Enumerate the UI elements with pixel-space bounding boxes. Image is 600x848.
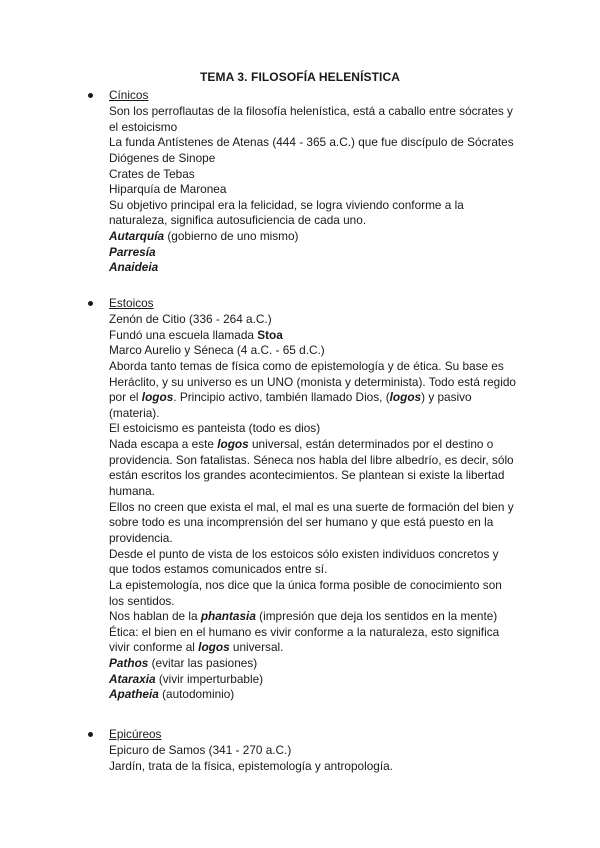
term-pathos: Pathos [109, 656, 149, 671]
text-line: Hiparquía de Maronea [109, 182, 227, 197]
section-body [109, 743, 539, 774]
bullet-icon [88, 732, 93, 737]
text-line: Heráclito, y su universo es un UNO (monista y determinista). Todo está regido [109, 374, 516, 389]
text-line: Diógenes de Sinope [109, 150, 216, 165]
term-logos: logos [141, 390, 174, 405]
text-line: el estoicismo [109, 119, 178, 134]
term-anaideia: Anaideia [109, 260, 159, 275]
text-line [109, 245, 539, 261]
text-line: Pathos (evitar las pasiones) [109, 656, 258, 671]
term-ataraxia: Ataraxia [109, 671, 156, 686]
text-line: Marco Aurelio y Séneca (4 a.C. - 65 d.C.) [109, 343, 325, 358]
text-line: Nada escapa a este logos universal, están determinados por el destino o [109, 437, 494, 452]
text-line: Ellos no creen que exista el mal, el mal es una suerte de formación del bien y [109, 499, 514, 514]
text-line: Ataraxia (vivir imperturbable) [109, 671, 264, 686]
section-heading: Cínicos [109, 88, 149, 102]
term-logos: logos [389, 390, 422, 405]
text-line: humana. [109, 484, 155, 499]
text-line: vivir conforme al logos universal. [109, 640, 284, 655]
text-line: Autarquía (gobierno de uno mismo) [109, 229, 299, 244]
text-line: providencia. Son fatalistas. Séneca nos habla del libre albedrío, es decir, sólo [109, 452, 514, 467]
term-logos: logos [217, 437, 249, 452]
bullet-icon [88, 93, 93, 98]
text-line: La funda Antístenes de Atenas (444 - 365 a.C.) que fue discípulo de Sócrates [109, 135, 514, 150]
text-line: (materia). [109, 405, 160, 420]
text-line: Son los perroflautas de la filosofía helenística, está a caballo entre sócrates y [109, 104, 513, 118]
text-line: Zenón de Citio (336 - 264 a.C.) [109, 312, 272, 326]
text-line: Apatheia (autodominio) [109, 687, 235, 702]
bullet-icon [88, 301, 93, 306]
text-line: Epicuro de Samos (341 - 270 a.C.) [109, 743, 292, 757]
term-apatheia: Apatheia [109, 687, 159, 702]
section-heading: Estoicos [109, 296, 154, 310]
text-line [109, 260, 539, 276]
text-line: por el logos. Principio activo, también llamado Dios, (logos) y pasivo [109, 390, 472, 405]
text-line: Desde el punto de vista de los estoicos sólo existen individuos concretos y [109, 546, 499, 561]
text-line: sobre todo es una incomprensión del ser humano y que está puesto en la [109, 515, 494, 530]
section-body [109, 312, 539, 703]
text-line: El estoicismo es panteista (todo es dios) [109, 421, 321, 436]
text-line: Nos hablan de la phantasia (impresión que deja los sentidos en la mente) [109, 609, 498, 624]
text-line: Crates de Tebas [109, 166, 195, 181]
text-line: que todos estamos comunicados entre sí. [109, 562, 328, 577]
text-line: Su objetivo principal era la felicidad, se logra viviendo conforme a la [109, 197, 464, 212]
section-heading: Epicúreos [109, 727, 162, 741]
text-line: La epistemología, nos dice que la única forma posible de conocimiento son [109, 577, 502, 592]
term-logos: logos [198, 640, 230, 655]
text-line: Aborda tanto temas de física como de epistemología y de ética. Su base es [109, 358, 504, 373]
document-title: TEMA 3. FILOSOFÍA HELENÍSTICA [199, 70, 400, 84]
text-line: están escritos los grandes acontecimientos. Se plantean si existe la libertad [109, 468, 505, 483]
term-autarquia: Autarquía [109, 229, 165, 244]
text-line: los sentidos. [109, 593, 175, 608]
text-line: Ética: el bien en el humano es vivir conforme a la naturaleza, esto significa [109, 624, 500, 639]
text-line: Jardín, trata de la física, epistemología y antropología. [109, 758, 393, 773]
term-phantasia: phantasia [200, 609, 256, 624]
section-body [109, 104, 539, 276]
term-stoa: Stoa [257, 327, 283, 342]
text-line: naturaleza, significa autosuficiencia de cada uno. [109, 213, 367, 228]
text-line: Fundó una escuela llamada Stoa [109, 327, 283, 342]
term-parresia: Parresía [109, 244, 156, 259]
text-line: providencia. [109, 530, 173, 545]
